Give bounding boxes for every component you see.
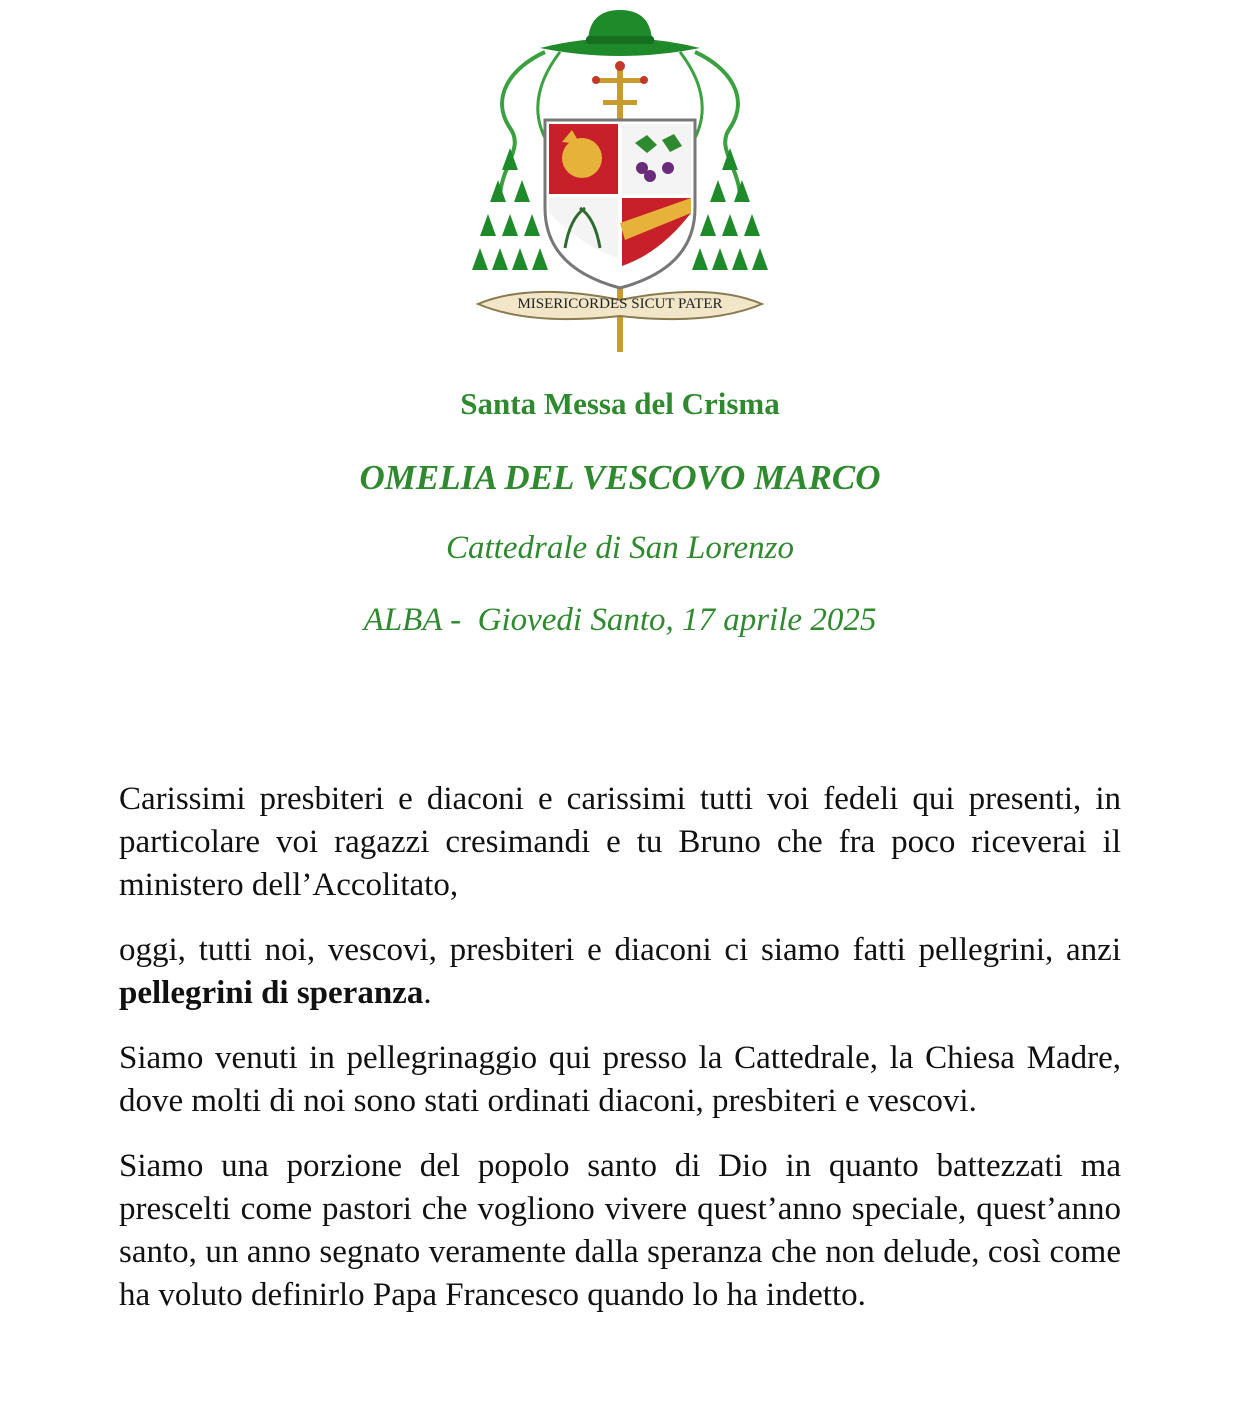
coat-of-arms <box>470 8 770 354</box>
page-subtitle: OMELIA DEL VESCOVO MARCO <box>359 458 881 497</box>
paragraph-2 <box>119 929 1121 1015</box>
paragraph-2-emphasis: pellegrini di speranza <box>119 975 424 1011</box>
page-title: Santa Messa del Crisma <box>460 386 780 421</box>
paragraph-4: Siamo una porzione del popolo santo di Dio in quanto battezzati ma prescelti come pastori che vogliono vivere quest’anno speciale, quest’anno santo, un anno segnato veramente dalla speranza che non delude, così come ha voluto definirlo Papa Francesco quando lo ha indetto. <box>119 1148 1121 1313</box>
paragraph-2-start: oggi, tutti noi, vescovi, presbiteri e diaconi ci siamo fatti pellegrini, anzi <box>119 932 1121 968</box>
venue: Cattedrale di San Lorenzo <box>445 530 795 566</box>
paragraph-2-end: . <box>423 975 432 1011</box>
paragraph-1: Carissimi presbiteri e diaconi e carissimi tutti voi fedeli qui presenti, in particolare voi ragazzi cresimandi e tu Bruno che fra poco riceverai il ministero dell’Accolitato, <box>119 781 1121 903</box>
crest-motto: MISERICORDES SICUT PATER <box>517 296 723 312</box>
date-line: ALBA - Giovedi Santo, 17 aprile 2025 <box>363 602 877 638</box>
homily-body <box>119 778 1121 1339</box>
paragraph-3: Siamo venuti in pellegrinaggio qui presso la Cattedrale, la Chiesa Madre, dove molti di noi sono stati ordinati diaconi, presbiteri e vescovi. <box>119 1040 1121 1119</box>
